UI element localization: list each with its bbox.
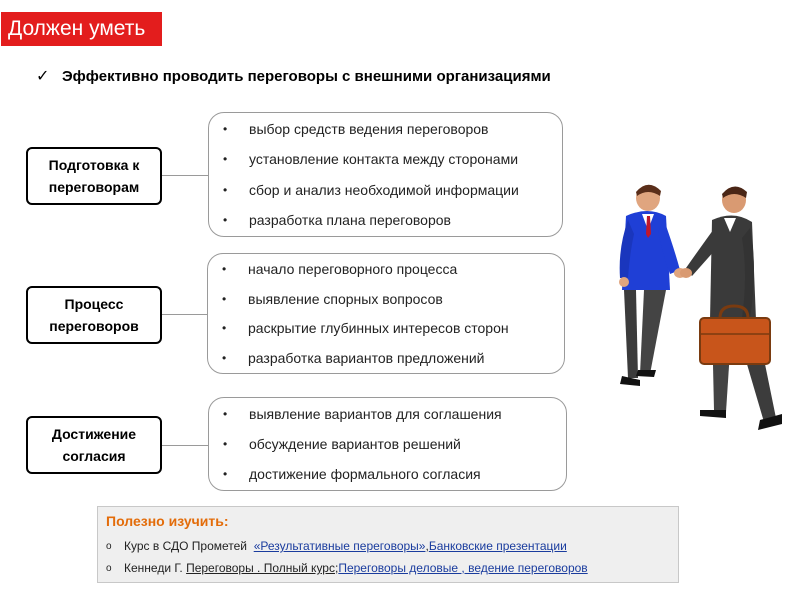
resource-prefix: Кеннеди Г. [124,561,183,575]
list-item: • сбор и анализ необходимой информации [223,181,519,198]
list-item: • выявление спорных вопросов [222,290,443,307]
list-item: • установление контакта между сторонами [223,151,519,168]
resource-prefix: Курс в СДО Прометей [124,539,248,553]
resources-title: Полезно изучить: [106,513,229,529]
list-item: • разработка плана переговоров [223,211,451,228]
connector-line [162,445,208,446]
stage-box-process [26,286,162,344]
course-link[interactable]: «Результативные переговоры» [253,539,426,553]
detail-box-agreement [208,397,567,491]
bullet-icon: • [222,291,227,306]
list-item: • начало переговорного процесса [222,261,458,278]
stage-label: Достижение согласия [51,426,137,464]
bullet-icon: • [222,350,227,365]
bullet-icon: o [106,562,112,574]
bullet-icon: • [223,467,228,481]
list-item: • выявление вариантов для соглашения [223,406,502,422]
business-negotiations-link[interactable]: Переговоры деловые , ведение переговоров [338,561,588,575]
detail-box-process [207,253,565,374]
detail-box-preparation [208,112,563,237]
resource-line [106,557,670,579]
separator: ; [334,561,339,575]
separator: , [425,539,429,553]
stage-label: Процесс переговоров [49,296,139,334]
bullet-icon: • [223,407,228,421]
bullet-icon: • [223,182,228,197]
stage-label: Подготовка к переговорам [48,157,140,195]
bullet-icon: • [222,321,227,336]
useful-resources-panel [97,506,679,583]
handshake-businessmen-icon [600,178,790,448]
bullet-icon: • [222,262,227,277]
list-item: • раскрытие глубинных интересов сторон [222,320,509,337]
connector-line [162,175,208,176]
list-item: • разработка вариантов предложений [222,349,485,366]
connector-line [162,314,207,315]
resource-line [106,535,670,557]
bank-presentations-link[interactable]: Банковские презентации [428,539,567,553]
page-title: Должен уметь [1,12,162,46]
checkmark-icon: ✓ [36,68,50,85]
bullet-icon: • [223,122,228,137]
subtitle [36,66,551,86]
bullet-icon: • [223,437,228,451]
stage-box-agreement [26,416,162,474]
subtitle-text: Эффективно проводить переговоры с внешними организациями [62,67,551,85]
bullet-icon: o [106,540,112,552]
stage-box-preparation [26,147,162,205]
bullet-icon: • [223,212,228,227]
bullet-icon: • [223,152,228,167]
book-link[interactable]: Переговоры . Полный курс [186,561,335,575]
list-item: • обсуждение вариантов решений [223,436,461,452]
list-item: • выбор средств ведения переговоров [223,121,489,138]
list-item: • достижение формального согласия [223,466,481,482]
